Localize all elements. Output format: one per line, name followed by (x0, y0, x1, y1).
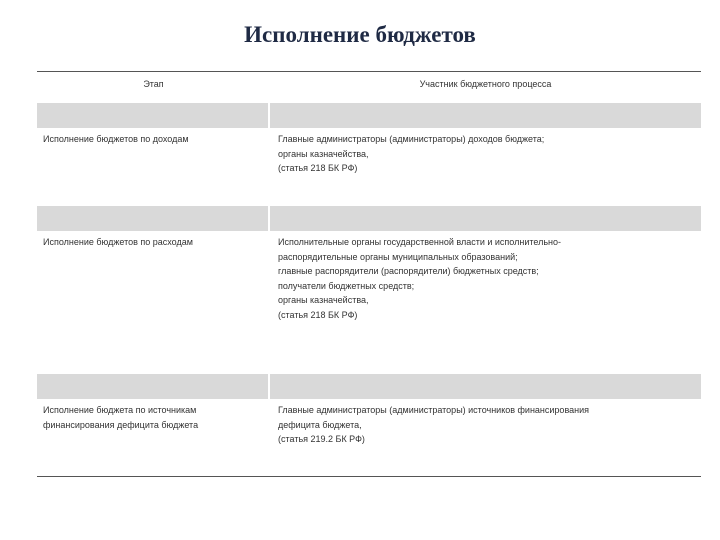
participant-text: главные распорядители (распорядители) бюджетных средств; (278, 266, 539, 277)
table-separator-row (37, 103, 701, 128)
separator-cell (37, 103, 270, 128)
participant-cell (270, 128, 701, 206)
stage-text: Исполнение бюджетов по расходам (43, 237, 193, 247)
table-separator-row (37, 206, 701, 231)
participant-text: (статья 219.2 БК РФ) (278, 434, 365, 445)
stage-text: Исполнение бюджетов по доходам (43, 134, 189, 144)
stage-text: Исполнение бюджета по источникам (43, 405, 197, 415)
participant-text: дефицита бюджета, (278, 419, 362, 430)
table-separator-row (37, 374, 701, 399)
budget-execution-table (37, 71, 701, 477)
table-row (37, 399, 701, 476)
table-row (37, 231, 701, 374)
participant-text: органы казначейства, (278, 295, 369, 306)
page-title: Исполнение бюджетов (244, 22, 476, 47)
separator-cell (270, 103, 701, 128)
separator-cell (37, 206, 270, 231)
separator-cell (37, 374, 270, 399)
header-stage: Этап (143, 79, 164, 89)
table-row (37, 128, 701, 206)
header-participant: Участник бюджетного процесса (419, 79, 552, 89)
participant-text: получатели бюджетных средств; (278, 280, 415, 291)
participant-text: распорядительные органы муниципальных образований; (278, 251, 518, 262)
stage-cell (37, 231, 270, 374)
separator-cell (270, 374, 701, 399)
participant-cell (270, 231, 701, 374)
participant-text: органы казначейства, (278, 148, 369, 159)
participant-text: Главные администраторы (администраторы) доходов бюджета; (278, 134, 545, 144)
stage-text: финансирования дефицита бюджета (43, 419, 199, 430)
participant-text: (статья 218 БК РФ) (278, 163, 358, 174)
participant-cell (270, 399, 701, 476)
participant-text: (статья 218 БК РФ) (278, 309, 358, 320)
separator-cell (270, 206, 701, 231)
table-header-row (37, 72, 701, 103)
participant-text: Исполнительные органы государственной власти и исполнительно- (278, 237, 561, 247)
participant-text: Главные администраторы (администраторы) источников финансирования (278, 405, 589, 415)
stage-cell (37, 399, 270, 476)
stage-cell (37, 128, 270, 206)
